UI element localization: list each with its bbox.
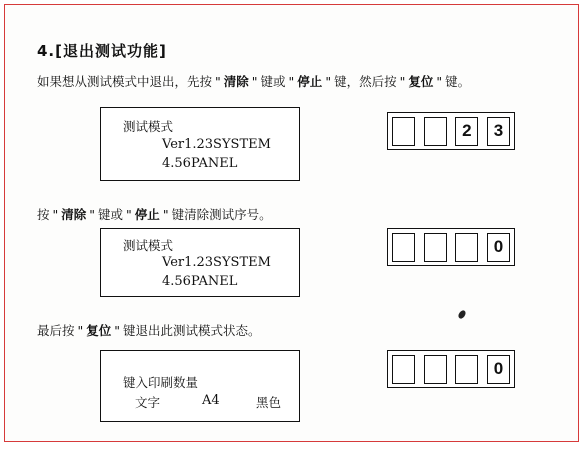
intro-instruction [37,72,470,90]
step3-text-1: 最后按 [37,323,75,338]
digit-cell [424,117,447,146]
lcd-panel-test-mode-cleared [100,228,300,297]
lcd-field-text: 文字 [135,395,161,410]
digit-cell [424,355,447,384]
digit-cell [424,233,447,262]
digit-cell: 0 [487,355,510,384]
digit-display-2 [387,228,515,266]
quote-mark: " [77,323,84,338]
digit-cell [455,233,478,262]
step2-text-2: 键或 [98,207,124,222]
digit-cell [392,233,415,262]
lcd-line-version: Ver1.23SYSTEM [162,137,271,152]
quote-mark: " [52,207,59,222]
digit-display-3 [387,350,515,388]
digit-display-1 [387,112,515,150]
step3-text-2: 键退出此测试模式状态。 [123,323,261,338]
clear-key-label: 清除 [61,207,87,222]
lcd-field-color: 黑色 [256,395,282,410]
section-heading: 4.[退出测试功能] [37,42,167,60]
intro-text-4: 键。 [445,74,471,89]
stop-key-label: 停止 [297,74,323,89]
lcd-panel-test-mode [100,107,300,181]
intro-text-1: 如果想从测试模式中退出，先按 [37,74,213,89]
digit-cell [392,355,415,384]
lcd-line-panel: 4.56PANEL [162,274,238,289]
lcd-line-version: Ver1.23SYSTEM [162,255,271,270]
lcd-line-mode: 测试模式 [123,238,174,253]
intro-text-2: 键或 [260,74,286,89]
step2-text-1: 按 [37,207,50,222]
digit-cell: 0 [487,233,510,262]
step2-instruction [37,205,272,223]
digit-cell [455,355,478,384]
quote-mark: " [89,207,96,222]
quote-mark: " [162,207,169,222]
clear-key-label: 清除 [223,74,249,89]
step2-text-3: 键清除测试序号。 [171,207,272,222]
lcd-line-mode: 测试模式 [123,119,174,134]
lcd-panel-print-quantity [100,350,300,422]
quote-mark: " [114,323,121,338]
step3-instruction [37,321,261,339]
quote-mark: " [215,74,221,89]
reset-key-label: 复位 [408,74,434,89]
lcd-line-prompt: 键入印刷数量 [123,375,199,390]
quote-mark: " [288,74,295,89]
quote-mark: " [399,74,406,89]
digit-cell [392,117,415,146]
lcd-field-paper-size: A4 [202,393,220,408]
quote-mark: " [436,74,443,89]
quote-mark: " [325,74,332,89]
digit-cell: 3 [487,117,510,146]
lcd-line-panel: 4.56PANEL [162,156,238,171]
reset-key-label: 复位 [86,323,112,338]
quote-mark: " [126,207,132,222]
digit-cell: 2 [455,117,478,146]
quote-mark: " [251,74,258,89]
stop-key-label: 停止 [134,207,160,222]
intro-text-3: 键，然后按 [334,74,397,89]
